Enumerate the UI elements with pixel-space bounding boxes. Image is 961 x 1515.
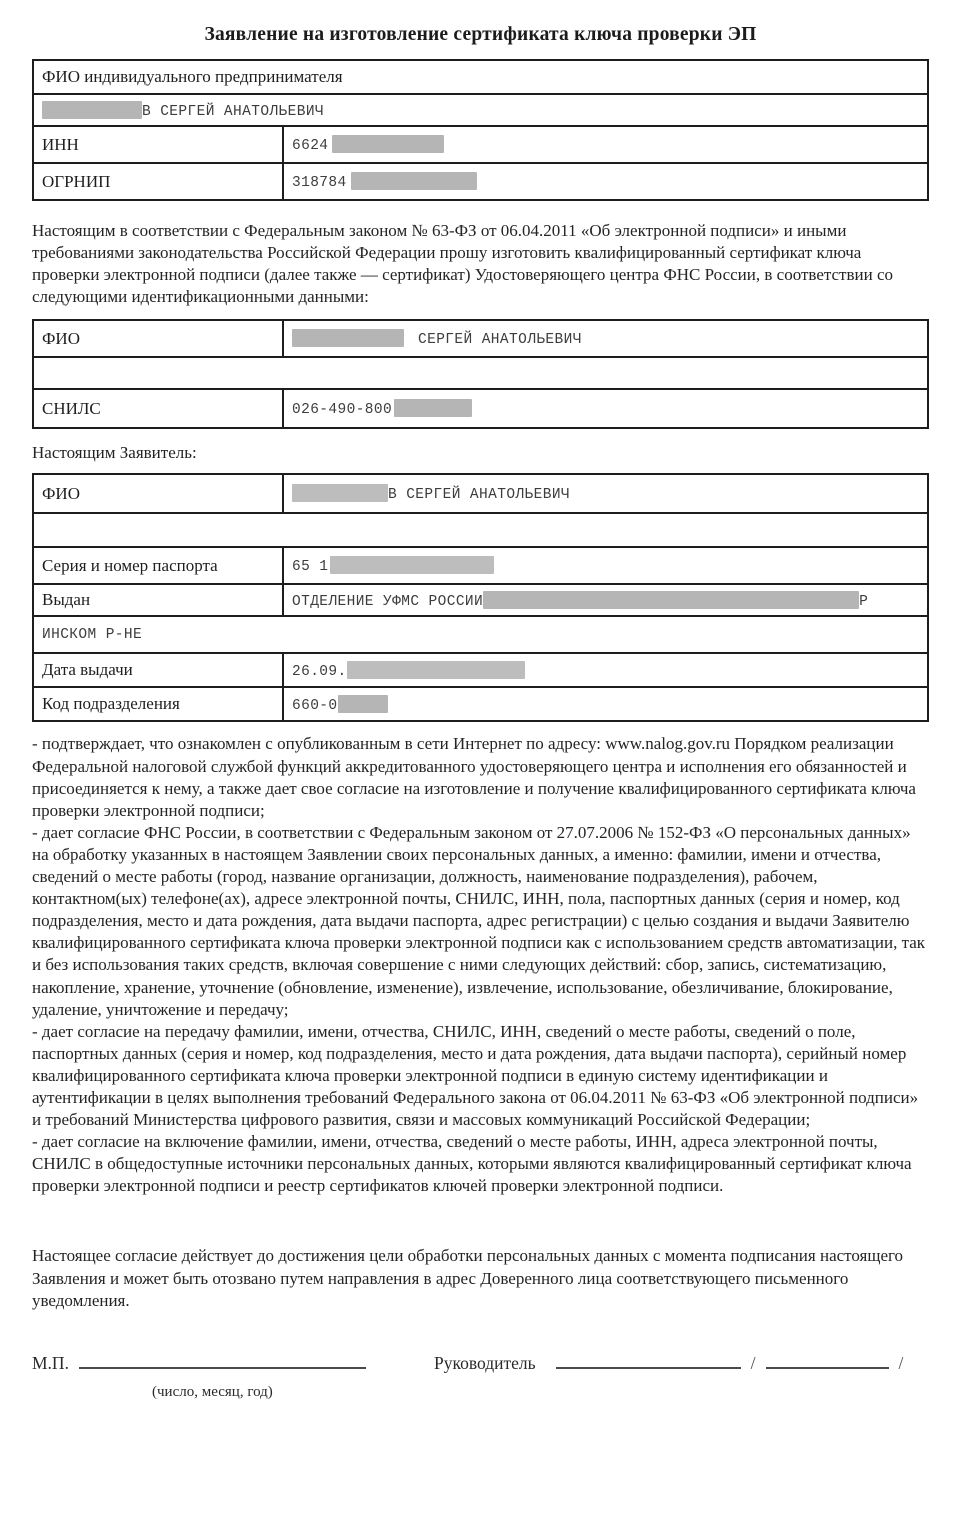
- inn-value-cell: [283, 126, 928, 163]
- ogrnip-label: ОГРНИП: [33, 163, 283, 200]
- entrepreneur-fio-value-cell: [33, 94, 928, 126]
- snils-value: 026-490-800: [292, 402, 393, 419]
- inn-value: 6624: [292, 138, 329, 154]
- entrepreneur-fio-header: ФИО индивидуального предпринимателя: [33, 60, 928, 94]
- applicant-fio-value: В СЕРГЕЙ АНАТОЛЬЕВИЧ: [388, 487, 571, 504]
- consent-block: [32, 733, 929, 1197]
- stamp-area: [32, 1350, 434, 1401]
- issue-date-value-cell: [283, 653, 928, 687]
- issued-by-continuation: ИНСКОМ Р-НЕ: [42, 626, 143, 643]
- redaction-box: [347, 661, 525, 679]
- redaction-box: [332, 135, 444, 153]
- entrepreneur-table: [32, 59, 929, 201]
- empty-row: [33, 513, 928, 547]
- division-code-label: Код подразделения: [33, 687, 283, 721]
- inn-label: ИНН: [33, 126, 283, 163]
- redaction-box: [292, 484, 388, 502]
- issued-by-value-cell: [283, 584, 928, 616]
- date-signature-line: [79, 1350, 366, 1369]
- role-label: Руководитель: [434, 1352, 536, 1373]
- redaction-box: [292, 329, 404, 347]
- ogrnip-value: 318784: [292, 175, 347, 191]
- division-code-value-cell: [283, 687, 928, 721]
- table-row: [33, 320, 928, 357]
- table-row: [33, 687, 928, 721]
- redaction-box: [42, 101, 142, 119]
- passport-number-value-cell: [283, 547, 928, 584]
- applicant-heading: Настоящим Заявитель:: [32, 443, 197, 463]
- redaction-box: [351, 172, 477, 190]
- redaction-box: [338, 695, 388, 713]
- table-row: [33, 94, 928, 126]
- snils-value-cell: [283, 389, 928, 428]
- consent-paragraph-4: - дает согласие на включение фамилии, имени, отчества, сведений о месте работы, ИНН, адреса электронной почты, СНИЛС в общедоступные источники персональных данных, которыми являются квалифицированный сертификат ключа проверки электронной подписи и реестр сертификатов ключей проверки электронной подписи.: [32, 1132, 912, 1196]
- identification-table: [32, 319, 929, 429]
- date-hint: (число, месяц, год): [152, 1383, 273, 1400]
- applicant-fio-value-cell: [283, 474, 928, 513]
- entrepreneur-fio-value: В СЕРГЕЙ АНАТОЛЬЕВИЧ: [142, 103, 325, 120]
- head-signature-line: [556, 1350, 741, 1369]
- empty-row: [33, 357, 928, 389]
- fio-label: ФИО: [33, 320, 283, 357]
- applicant-fio-label: ФИО: [33, 474, 283, 513]
- issued-by-continuation-cell: [33, 616, 928, 653]
- redaction-box: [394, 399, 472, 417]
- closing-paragraph: Настоящее согласие действует до достижения цели обработки персональных данных с момента подписания настоящего Заявления и может быть отозвано путем направления в адрес Доверенного лица соответствующего письменного уведомления.: [32, 1246, 904, 1310]
- fio-value: СЕРГЕЙ АНАТОЛЬЕВИЧ: [418, 332, 582, 349]
- passport-table: [32, 473, 929, 722]
- table-row: [33, 389, 928, 428]
- division-code-value: 660-0: [292, 697, 338, 714]
- head-name-line: [766, 1350, 889, 1369]
- slash-separator: /: [750, 1352, 756, 1373]
- table-row: [33, 357, 928, 389]
- signature-section: [32, 1350, 929, 1401]
- issue-date-label: Дата выдачи: [33, 653, 283, 687]
- table-row: [33, 60, 928, 94]
- table-row: [33, 584, 928, 616]
- table-row: [33, 163, 928, 200]
- consent-paragraph-2: - дает согласие ФНС России, в соответствии с Федеральным законом от 27.07.2006 № 152-ФЗ «О персональных данных» на обработку указанных в настоящем Заявлении своих персональных данных, а именно: фамилии, имени и отчества, сведений о месте работы (город, название организации, должность, наименование подразделения), рабочем, контактном(ых) телефоне(ах), адресе электронной почты, СНИЛС, ИНН, пола, паспортных данных (серия и номер, код подразделения, место и дата рождения, дата выдачи паспорта, адрес регистрации) с целью создания и выдачи Заявителю квалифицированного сертификата ключа проверки электронной подписи как с использованием средств автоматизации, так и без использования таких средств, включая совершение с ними следующих действий: сбор, запись, систематизацию, накопление, хранение, уточнение (обновление, изменение), извлечение, использование, обезличивание, блокирование, удаление, уничтожение и передачу;: [32, 822, 926, 1019]
- table-row: [33, 616, 928, 653]
- redaction-box: [483, 591, 859, 609]
- issue-date-value: 26.09.: [292, 663, 347, 680]
- passport-number-value: 65 1: [292, 559, 329, 576]
- issued-by-tail: Р: [859, 593, 869, 610]
- table-row: [33, 513, 928, 547]
- slash-separator: /: [898, 1352, 904, 1373]
- table-row: [33, 653, 928, 687]
- table-row: [33, 474, 928, 513]
- passport-number-label: Серия и номер паспорта: [33, 547, 283, 584]
- application-document: [0, 24, 961, 1401]
- consent-paragraph-1: - подтверждает, что ознакомлен с опубликованным в сети Интернет по адресу: www.nalog.gov.ru Порядком реализации Федеральной налоговой службой функций аккредитованного удостоверяющего центра и исполнения его обязанностей и присоединяется к нему, а также дает свое согласие на изготовление и получение квалифицированного сертификата ключа проверки электронной подписи;: [32, 734, 916, 820]
- stamp-label: М.П.: [32, 1352, 69, 1373]
- issued-by-label: Выдан: [33, 584, 283, 616]
- intro-paragraph: Настоящим в соответствии с Федеральным законом № 63-ФЗ от 06.04.2011 «Об электронной подписи» и иными требованиями законодательства Российской Федерации прошу изготовить квалифицированный сертификат ключа проверки электронной подписи (далее также — сертификат) Удостоверяющего центра ФНС России, в соответствии со следующими идентификационными данными:: [32, 221, 893, 307]
- fio-value-cell: [283, 320, 928, 357]
- table-row: [33, 547, 928, 584]
- head-signature-area: [434, 1350, 929, 1374]
- consent-paragraph-3: - дает согласие на передачу фамилии, имени, отчества, СНИЛС, ИНН, сведений о месте работы, сведений о поле, паспортных данных (серия и номер, код подразделения, место и дата рождения, дата выдачи паспорта), серийный номер квалифицированного сертификата ключа проверки электронной подписи в единую систему идентификации и аутентификации в целях выполнения требований Федерального закона от 06.04.2011 № 63-ФЗ «Об электронной подписи» и требований Министерства цифрового развития, связи и массовых коммуникаций Российской Федерации;: [32, 1021, 919, 1130]
- ogrnip-value-cell: [283, 163, 928, 200]
- redaction-box: [330, 556, 494, 574]
- document-title: Заявление на изготовление сертификата ключа проверки ЭП: [204, 24, 757, 45]
- snils-label: СНИЛС: [33, 389, 283, 428]
- issued-by-value: ОТДЕЛЕНИЕ УФМС РОССИИ: [292, 593, 484, 610]
- table-row: [33, 126, 928, 163]
